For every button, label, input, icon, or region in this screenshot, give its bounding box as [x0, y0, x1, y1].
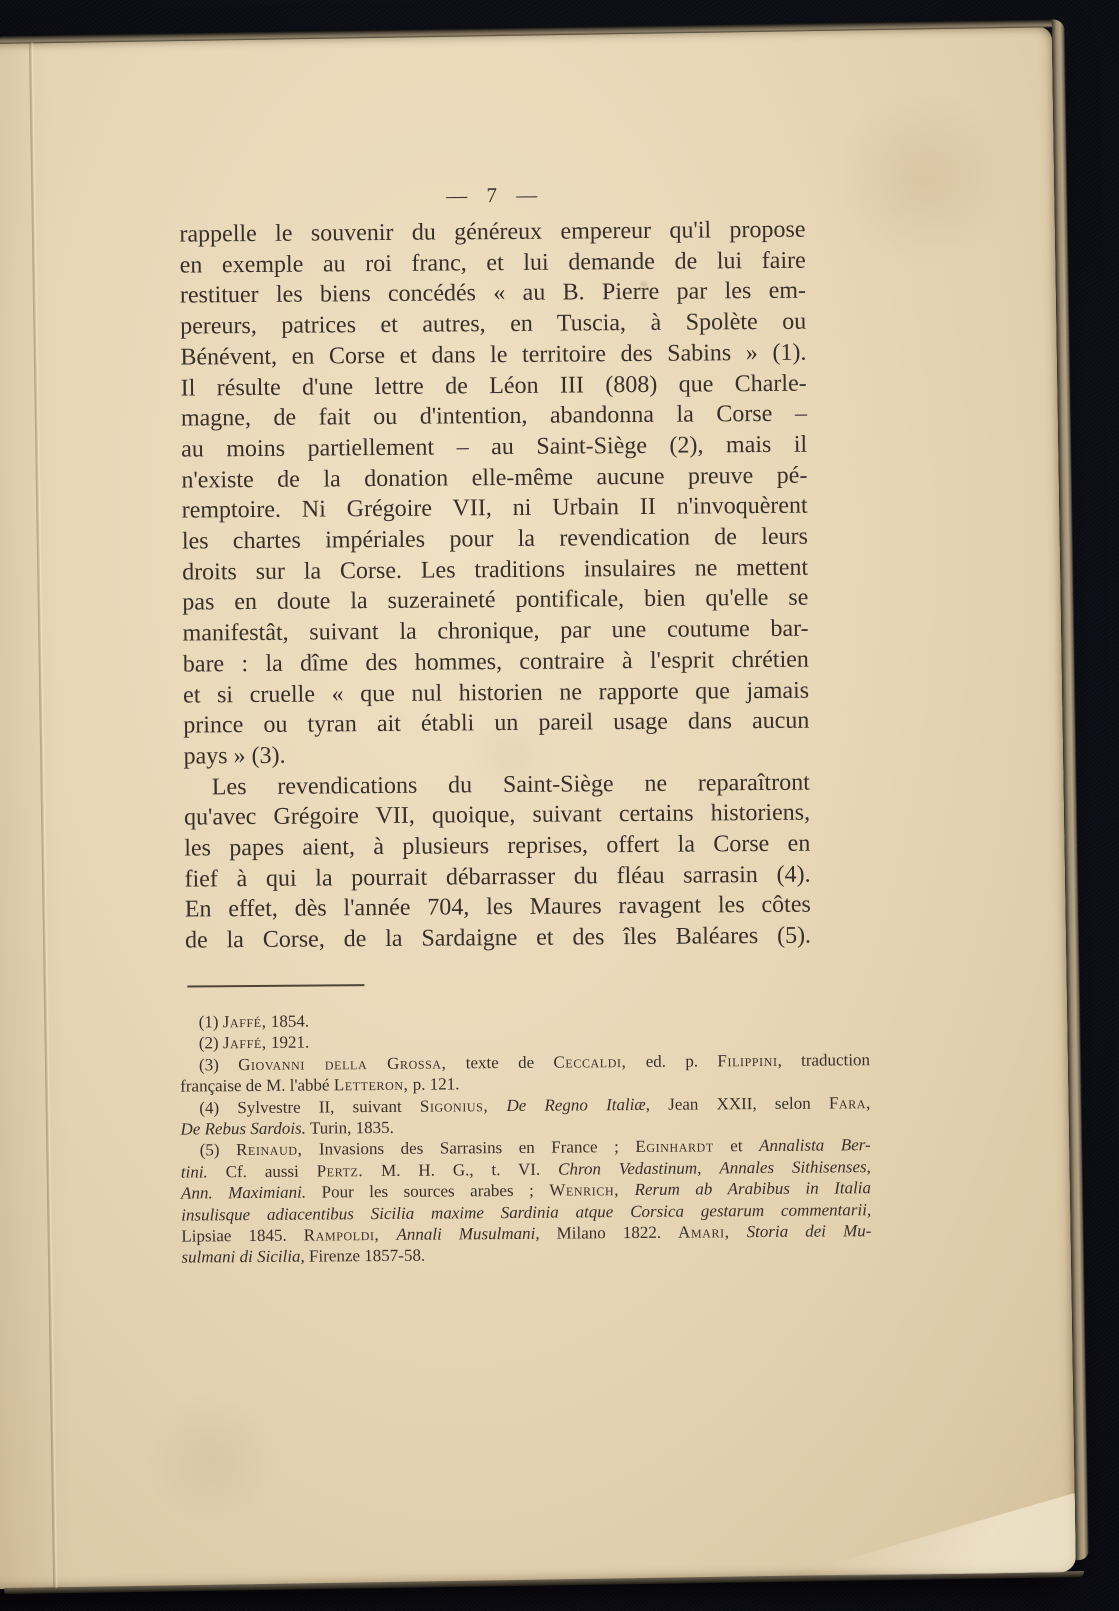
small-caps-name: Pertz. — [316, 1160, 364, 1181]
footnote — [181, 1135, 872, 1269]
body-text — [179, 215, 811, 957]
footnote-text: , traduction — [777, 1049, 871, 1070]
body-line: Bénévent, en Corse et dans le territoire des Sabins » (1). — [180, 339, 807, 371]
footnote-text — [729, 1222, 746, 1241]
body-line: et si cruelle « que nul historien ne rapporte que jamais — [183, 677, 810, 709]
footnote-text: Lipsiae 1845. — [181, 1225, 304, 1246]
footnote-text: , — [697, 1158, 720, 1178]
footnote-text: Cf. aussi — [207, 1161, 317, 1182]
italic-title: De Rebus Sardois. — [180, 1118, 307, 1139]
page-number: — 7 — — [446, 182, 539, 208]
footnote-text: , — [866, 1092, 871, 1112]
footnote-text: , — [866, 1157, 871, 1177]
body-line: les chartes impériales pour la revendication de leurs — [181, 523, 808, 555]
italic-title: Ann. Maximiani. — [180, 1182, 307, 1203]
footnote-text: (2) — [198, 1033, 223, 1053]
body-line: pas en doute la suzeraineté pontificale, bien qu'elle se — [182, 585, 809, 616]
book-page — [0, 26, 1076, 1589]
footnote-text: , Jean XXII, selon — [645, 1093, 829, 1114]
footnote-text: ed. p. — [626, 1051, 718, 1071]
footnote-line — [181, 1242, 871, 1269]
body-line: pays » (3). — [183, 742, 286, 770]
italic-title: Chron Vedastinum — [557, 1158, 698, 1179]
footnote-text: texte de — [446, 1052, 554, 1073]
printed-text-layer — [0, 31, 1070, 1586]
body-line: En effet, dès l'année 704, les Maures ravagent les côtes — [184, 892, 811, 924]
italic-title: insulisque adiacentibus Sicilia maxime Sardinia atque Corsica gestarum commentarii, — [181, 1199, 872, 1225]
body-line: Il résulte d'une lettre de Léon III (808) que Charle- — [180, 370, 807, 402]
body-line: droits sur la Corse. Les traditions insulaires ne mettent — [182, 554, 809, 586]
body-line: bare : la dîme des hommes, contraire à l'esprit chrétien — [182, 646, 809, 678]
footnote-text — [379, 1225, 396, 1244]
body-line: de la Corse, de la Sardaigne et des îles Baléares (5). — [184, 922, 812, 954]
footnote-text: 1854. — [266, 1011, 310, 1031]
small-caps-name: Rampoldi, — [303, 1225, 380, 1245]
small-caps-name: Jaffé, — [222, 1011, 267, 1032]
small-caps-name: Amari, — [678, 1222, 730, 1242]
body-line: au moins partiellement – au Saint-Siège (2), mais il — [181, 431, 808, 463]
body-line: magne, de fait ou d'intention, abandonna la Corse – — [180, 400, 808, 432]
small-caps-name: Eginhardt — [635, 1136, 714, 1157]
footnote-text: p. 121. — [408, 1074, 460, 1095]
italic-title: Annalista Ber- — [759, 1135, 871, 1156]
footnote — [180, 1049, 870, 1097]
italic-title: Annales Sithisenses — [719, 1157, 867, 1178]
body-line: rappelle le souvenir du généreux empereur qu'il propose — [179, 216, 806, 248]
footnote-text: Invasions des Sarrasins en France ; — [302, 1137, 636, 1160]
footnote-text: 1921. — [266, 1032, 310, 1053]
footnote-text: (1) — [198, 1012, 223, 1032]
footnote-text: (3) — [198, 1054, 239, 1075]
footnote-text: (5) — [199, 1140, 237, 1160]
small-caps-name: Wenrich, — [549, 1180, 620, 1200]
body-line: qu'avec Grégoire VII, quoique, suivant certains historiens, — [183, 799, 811, 831]
paragraph — [184, 767, 811, 956]
footnote-text: (4) Sylvestre II, suivant — [199, 1096, 420, 1118]
body-line: prince ou tyran ait établi un pareil usage dans aucun — [183, 707, 810, 739]
small-caps-name: Filippini — [717, 1050, 778, 1071]
italic-title: Rerum ab Arabibus in Italia — [634, 1178, 872, 1200]
body-line: en exemple au roi franc, et lui demande de lui faire — [179, 247, 806, 279]
footnote — [180, 1092, 870, 1140]
footnote-text: Firenze 1857-58. — [304, 1246, 426, 1267]
small-caps-name: Fara — [828, 1092, 867, 1113]
italic-title: Annali Musulmani, — [396, 1223, 540, 1244]
small-caps-name: Giovanni della Grossa, — [238, 1053, 447, 1074]
footnote-text: et — [713, 1136, 760, 1156]
footnote-text: Pour les sources arabes ; — [306, 1180, 550, 1202]
footnote-text: Milano 1822. — [539, 1222, 679, 1243]
italic-title: De Regno Italiæ — [506, 1094, 646, 1115]
footnote-text: française de M. l'abbé — [180, 1075, 334, 1096]
body-line: fief à qui la pourrait débarrasser du fléau sarrasin (4). — [184, 861, 811, 893]
small-caps-name: Jaffé, — [222, 1033, 267, 1053]
body-line: restituer les biens concédés « au B. Pierre par les em- — [179, 278, 807, 309]
body-line: manifestât, suivant la chronique, par une coutume bar- — [182, 615, 809, 647]
italic-title: sulmani di Sicilia, — [181, 1247, 305, 1268]
footnote-text: Turin, 1835. — [305, 1117, 394, 1138]
small-caps-name: Ceccaldi, — [553, 1051, 627, 1072]
small-caps-name: Reinaud, — [235, 1140, 303, 1160]
small-caps-name: Sigonius, — [419, 1095, 489, 1116]
footnote-rule — [187, 984, 364, 987]
body-line: remptoire. Ni Grégoire VII, ni Urbain II n'invoquèrent — [181, 492, 808, 524]
body-line: pereurs, patrices et autres, en Tuscia, à Spolète ou — [180, 308, 807, 340]
paragraph — [179, 215, 809, 773]
italic-title: tini. — [180, 1162, 208, 1182]
body-line: n'existe de la donation elle-même aucune preuve pé- — [181, 462, 808, 494]
body-line: Les revendications du Saint-Siège ne reparaîtront — [211, 769, 810, 800]
footnote-text — [488, 1096, 506, 1115]
footnote-text: M. H. G., t. VI. — [363, 1159, 559, 1180]
italic-title: Storia dei Mu- — [746, 1221, 872, 1242]
footnote-text — [619, 1180, 635, 1199]
footnotes — [180, 1006, 872, 1268]
body-line: les papes aient, à plusieurs reprises, offert la Corse en — [184, 830, 811, 862]
small-caps-name: Letteron, — [333, 1075, 409, 1095]
